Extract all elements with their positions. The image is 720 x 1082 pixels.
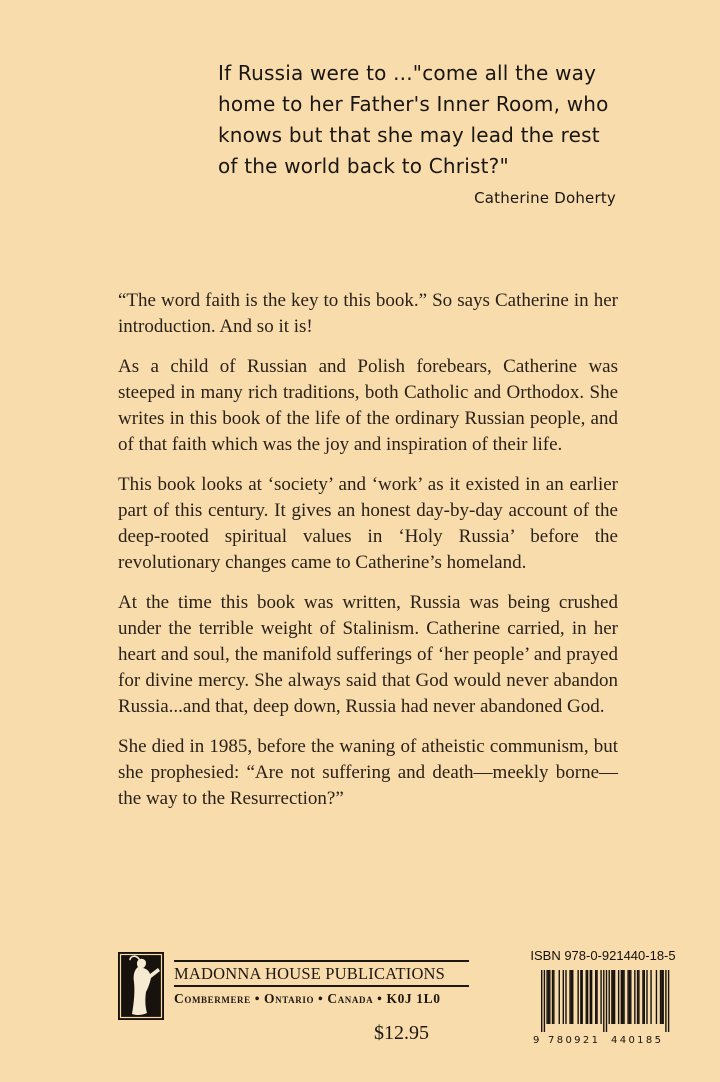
ean13-barcode-icon xyxy=(533,970,673,1048)
book-description xyxy=(118,288,618,826)
svg-text:780921: 780921 xyxy=(548,1035,598,1046)
quote-line: of the world back to Christ?" xyxy=(218,154,509,178)
quote-line: knows but that she may lead the rest xyxy=(218,123,600,147)
description-paragraph: As a child of Russian and Polish forebears, Catherine was steeped in many rich traditions, both Catholic and Orthodox. She writes in this book of the life of the ordinary Russian people, and of that faith which was the joy and inspiration of their life. xyxy=(118,356,618,455)
svg-text:9: 9 xyxy=(533,1035,540,1046)
isbn-block xyxy=(528,948,678,1048)
quote-attribution: Catherine Doherty xyxy=(474,189,616,207)
svg-text:440185: 440185 xyxy=(611,1035,661,1046)
description-paragraph: This book looks at ‘society’ and ‘work’ as it existed in an earlier part of this century. It gives an honest day-by-day account of the deep-rooted spiritual values in ‘Holy Russia’ before the revolutionary changes came to Catherine’s homeland. xyxy=(118,474,618,573)
publisher-text xyxy=(174,952,469,1020)
isbn-label: ISBN 978-0-921440-18-5 xyxy=(530,948,676,963)
quote-line: If Russia were to ..."come all the way xyxy=(218,61,597,85)
divider-rule xyxy=(174,985,469,987)
price-label: $12.95 xyxy=(374,1022,429,1044)
description-paragraph: At the time this book was written, Russia was being crushed under the terrible weight of Stalinism. Catherine carried, in her heart and soul, the manifold sufferings of ‘her people’ and prayed for divine mercy. She always said that God would never abandon Russia...and that, deep down, Russia had never abandoned God. xyxy=(118,592,618,717)
cover-quote xyxy=(218,58,616,207)
quote-line: home to her Father's Inner Room, who xyxy=(218,92,609,116)
description-paragraph: “The word faith is the key to this book.” So says Catherine in her introduction. And so it is! xyxy=(118,290,618,337)
madonna-statue-icon xyxy=(118,952,164,1020)
publisher-address: Combermere • Ontario • Canada • K0J 1L0 xyxy=(174,991,441,1006)
publisher-block xyxy=(118,952,469,1020)
description-paragraph: She died in 1985, before the waning of atheistic communism, but she prophesied: “Are not suffering and death—meekly borne—the way to the Resurrection?” xyxy=(118,736,618,809)
publisher-name: MADONNA HOUSE PUBLICATIONS xyxy=(174,964,446,983)
